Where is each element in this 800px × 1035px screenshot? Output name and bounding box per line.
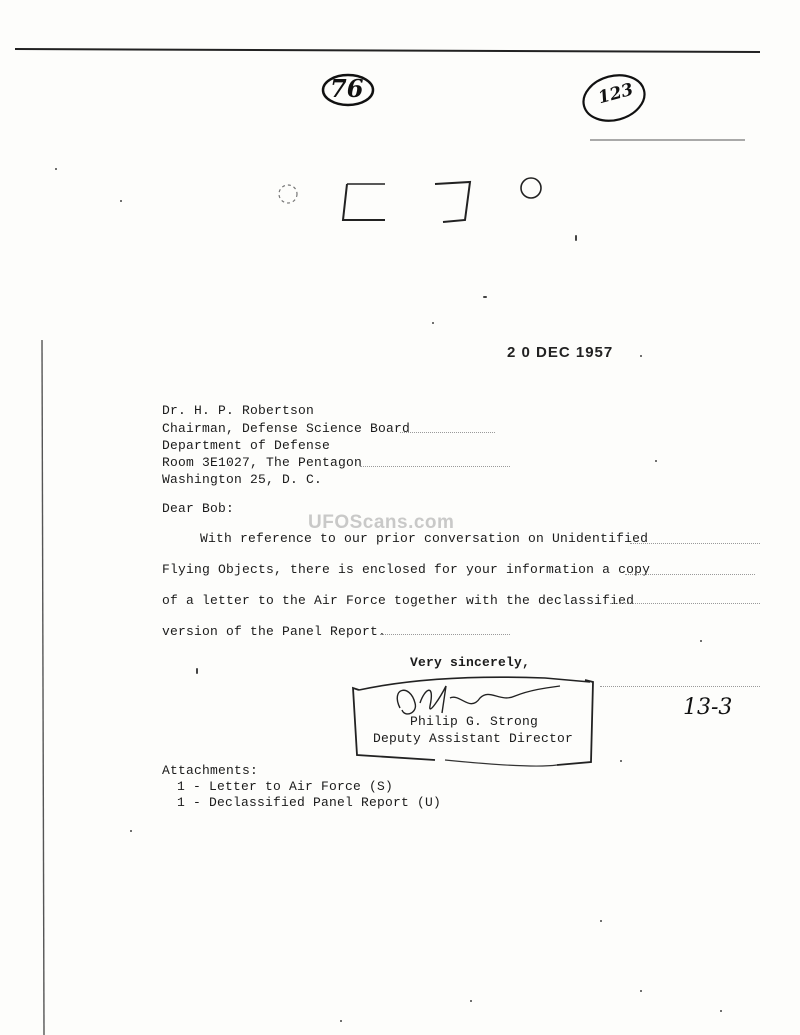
scan-line — [380, 634, 510, 635]
date-stamp: 2 0 DEC 1957 — [507, 344, 614, 361]
scan-line — [360, 466, 510, 467]
salutation: Dear Bob: — [162, 501, 235, 516]
scan-speck — [120, 200, 122, 202]
scan-speck — [640, 990, 642, 992]
circled-number-text: 123 — [596, 79, 636, 109]
scan-line — [610, 603, 760, 604]
body-line: Flying Objects, there is enclosed for your information a copy — [162, 562, 651, 577]
scan-speck — [720, 1010, 722, 1012]
handwritten-doc-number — [320, 70, 380, 110]
attachments-heading: Attachments: — [162, 763, 259, 778]
scan-speck — [483, 296, 487, 298]
scan-speck — [130, 830, 132, 832]
scan-speck — [55, 168, 57, 170]
scan-edge-left — [0, 0, 60, 1035]
scan-speck — [340, 1020, 342, 1022]
scan-speck — [640, 355, 642, 357]
recipient-title: Chairman, Defense Science Board — [162, 421, 411, 436]
body-line: version of the Panel Report. — [162, 624, 387, 639]
scan-speck — [655, 460, 657, 462]
scan-speck — [600, 920, 602, 922]
redaction-bracket — [265, 170, 555, 235]
recipient-city: Washington 25, D. C. — [162, 472, 323, 487]
recipient-department: Department of Defense — [162, 438, 331, 453]
closing: Very sincerely, — [410, 655, 531, 670]
scan-edge-top — [0, 0, 800, 160]
scan-speck — [470, 1000, 472, 1002]
signer-name: Philip G. Strong — [410, 714, 539, 729]
scan-line — [600, 686, 760, 687]
scan-line — [400, 432, 495, 433]
scan-speck — [196, 668, 198, 674]
recipient-name: Dr. H. P. Robertson — [162, 403, 315, 418]
body-line: of a letter to the Air Force together with the declassified — [162, 593, 635, 608]
signer-title: Deputy Assistant Director — [373, 731, 574, 746]
handwritten-circled-number — [580, 70, 650, 125]
attachment-item: 1 - Letter to Air Force (S) — [177, 779, 394, 794]
margin-mark: 13-3 — [683, 695, 733, 720]
scan-speck — [700, 640, 702, 642]
scan-speck — [620, 760, 622, 762]
attachment-item: 1 - Declassified Panel Report (U) — [177, 795, 442, 810]
scan-line — [625, 574, 755, 575]
scan-speck — [575, 235, 577, 241]
recipient-room: Room 3E1027, The Pentagon — [162, 455, 363, 470]
scan-line — [630, 543, 760, 544]
scan-speck — [432, 322, 434, 324]
body-line: With reference to our prior conversation on Unidentified — [200, 531, 649, 546]
watermark: UFOScans.com — [308, 512, 455, 533]
doc-number-text: 76 — [330, 74, 364, 103]
